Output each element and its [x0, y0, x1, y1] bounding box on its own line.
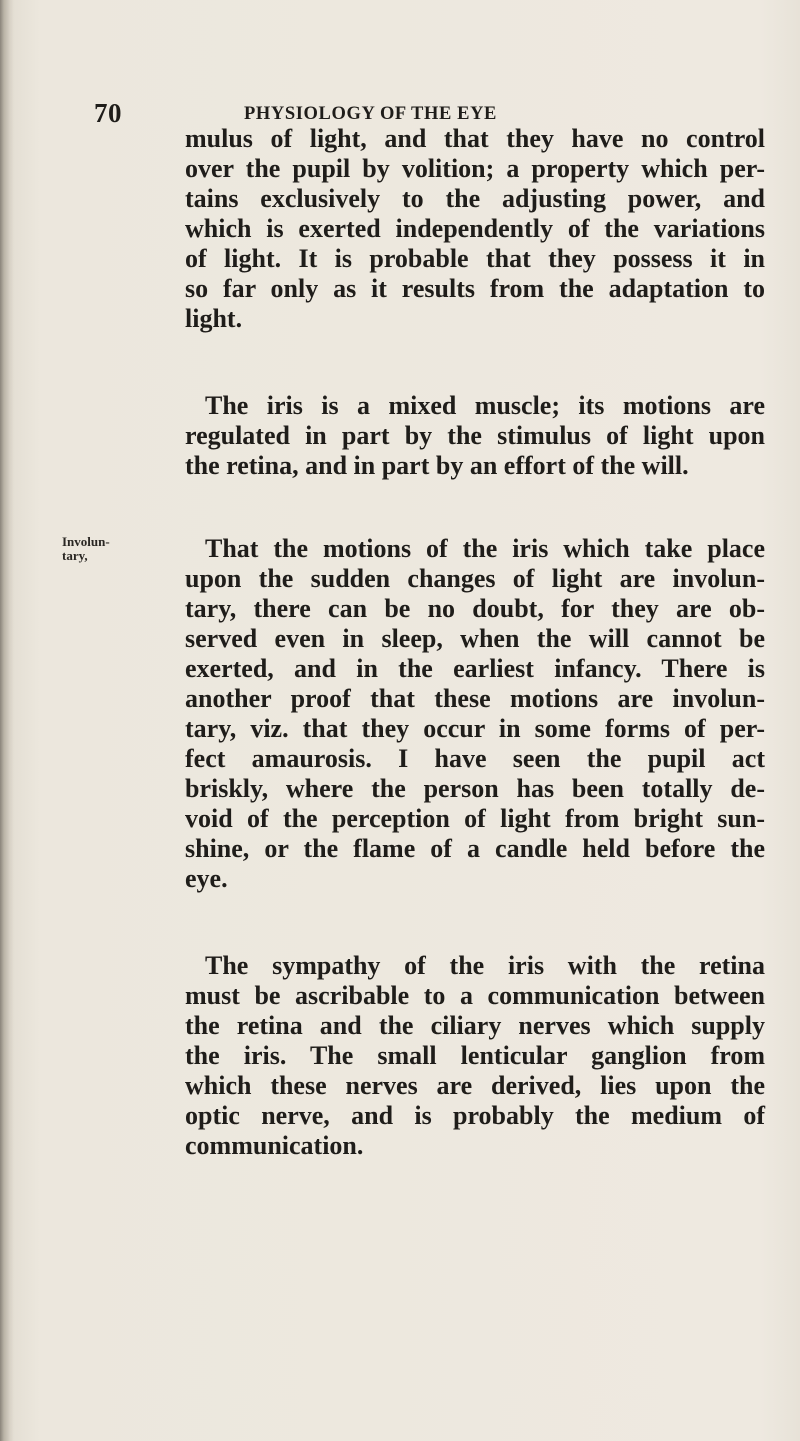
- paragraph-2: [185, 391, 765, 481]
- text-line: the retina, and in part by an effort of the will.: [185, 451, 689, 480]
- page-number: 70: [94, 98, 122, 128]
- text-line: The iris is a mixed muscle; its motions are: [205, 391, 765, 420]
- text-line: the retina and the ciliary nerves which supply: [185, 1011, 765, 1040]
- text-line: tary, viz. that they occur in some forms of per-: [185, 714, 765, 743]
- text-line: which is exerted independently of the variations: [185, 214, 765, 243]
- text-line: That the motions of the iris which take place: [205, 534, 765, 563]
- text-line: regulated in part by the stimulus of light upon: [185, 421, 765, 450]
- text-line: shine, or the flame of a candle held before the: [185, 834, 765, 863]
- text-line: communication.: [185, 1131, 364, 1160]
- text-line: mulus of light, and that they have no control: [185, 124, 765, 153]
- binding-edge: [0, 0, 14, 1441]
- text-line: exerted, and in the earliest infancy. There is: [185, 654, 765, 683]
- text-line: served even in sleep, when the will cannot be: [185, 624, 765, 653]
- text-line: upon the sudden changes of light are involun-: [185, 564, 765, 593]
- text-line: so far only as it results from the adaptation to: [185, 274, 765, 303]
- body-text: [185, 124, 765, 1161]
- running-head: PHYSIOLOGY OF THE EYE: [244, 104, 497, 124]
- paragraph-4: [185, 951, 765, 1161]
- text-line: void of the perception of light from bright sun-: [185, 804, 765, 833]
- text-line: light.: [185, 304, 243, 333]
- text-line: fect amaurosis. I have seen the pupil act: [185, 744, 765, 773]
- text-line: tary, there can be no doubt, for they are ob-: [185, 594, 765, 623]
- text-line: of light. It is probable that they possess it in: [185, 244, 765, 273]
- text-line: another proof that these motions are involun-: [185, 684, 765, 713]
- text-line: over the pupil by volition; a property which per-: [185, 154, 765, 183]
- text-line: the iris. The small lenticular ganglion from: [185, 1041, 765, 1070]
- text-line: briskly, where the person has been totally de-: [185, 774, 765, 803]
- margin-note-line: tary,: [62, 548, 88, 563]
- text-line: eye.: [185, 864, 228, 893]
- text-line: which these nerves are derived, lies upon the: [185, 1071, 765, 1100]
- text-line: optic nerve, and is probably the medium of: [185, 1101, 765, 1130]
- paragraph-3: [185, 534, 765, 894]
- paragraph-1: [185, 124, 765, 334]
- margin-note: [62, 535, 110, 563]
- text-line: tains exclusively to the adjusting power, and: [185, 184, 765, 213]
- margin-note-line: Involun-: [62, 534, 110, 549]
- text-line: must be ascribable to a communication between: [185, 981, 765, 1010]
- text-line: The sympathy of the iris with the retina: [205, 951, 765, 980]
